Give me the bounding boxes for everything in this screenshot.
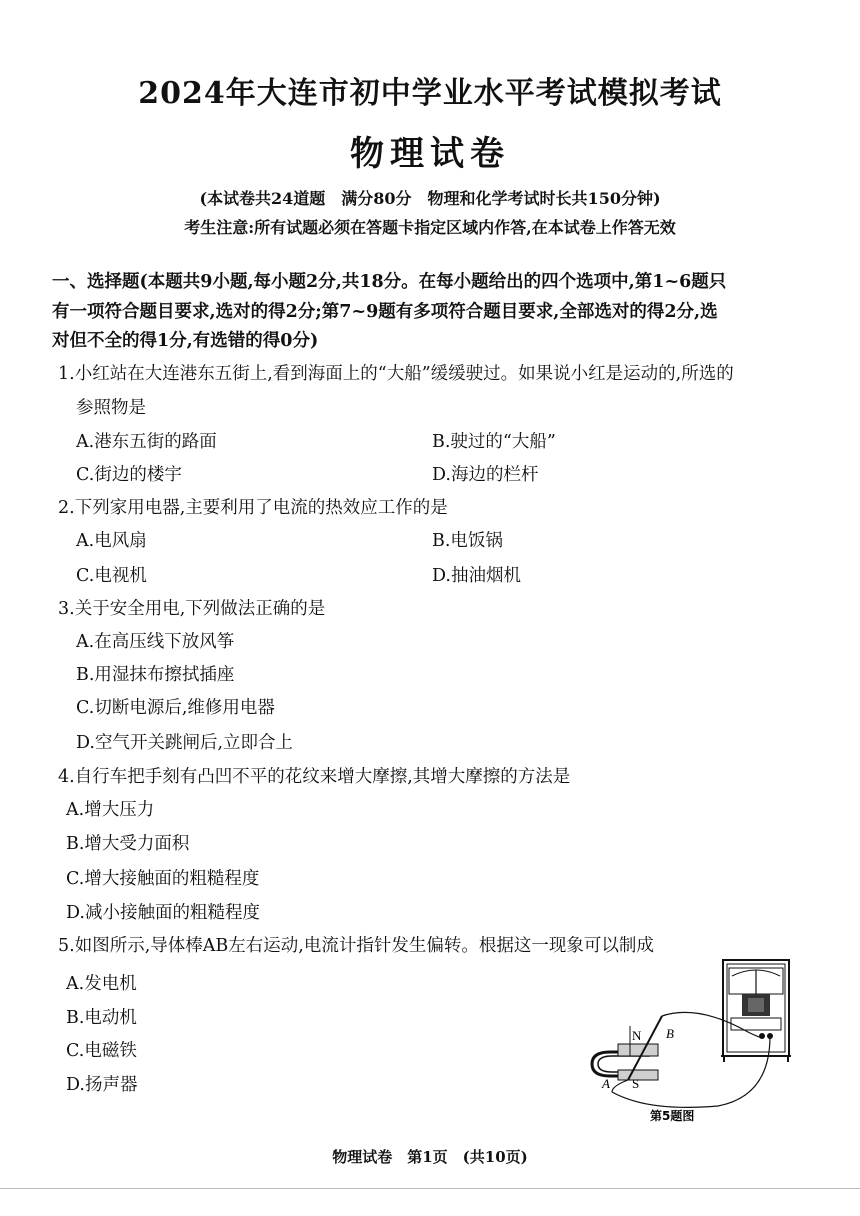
- question-3-option-a: A.在高压线下放风筝: [76, 632, 235, 652]
- question-1-option-b: B.驶过的“大船”: [432, 432, 556, 452]
- question-3-option-d: D.空气开关跳闸后,立即合上: [76, 733, 294, 753]
- question-2-option-d: D.抽油烟机: [432, 566, 521, 586]
- exam-title: 2024年大连市初中学业水平考试模拟考试: [138, 76, 722, 111]
- question-2-option-b: B.电饭锅: [432, 531, 503, 551]
- galvanometer-icon: [721, 960, 791, 1062]
- label-b: B: [666, 1026, 674, 1041]
- question-5-option-c: C.电磁铁: [66, 1041, 137, 1061]
- exam-notice: 考生注意:所有试题必须在答题卡指定区域内作答,在本试卷上作答无效: [184, 218, 676, 237]
- question-1-option-d: D.海边的栏杆: [432, 465, 539, 485]
- section1-instructions-line3: 对但不全的得1分,有选错的得0分): [52, 331, 319, 351]
- exam-subject-title: 物理试卷: [350, 134, 510, 174]
- figure-caption: 第5题图: [650, 1109, 695, 1123]
- question-2-stem: 2.下列家用电器,主要利用了电流的热效应工作的是: [58, 498, 448, 518]
- question-5-option-a: A.发电机: [66, 974, 137, 994]
- question-4-option-a: A.增大压力: [66, 800, 155, 820]
- question-1-option-a: A.港东五街的路面: [76, 432, 217, 452]
- question-4-stem: 4.自行车把手刻有凸凹不平的花纹来增大摩擦,其增大摩擦的方法是: [58, 767, 571, 787]
- question-3-option-c: C.切断电源后,维修用电器: [76, 698, 275, 718]
- section1-instructions-line1: 一、选择题(本题共9小题,每小题2分,共18分。在每小题给出的四个选项中,第1~6题只: [52, 272, 727, 292]
- question-5-option-b: B.电动机: [66, 1008, 137, 1028]
- question-4-option-b: B.增大受力面积: [66, 834, 190, 854]
- exam-info: (本试卷共24道题 满分80分 物理和化学考试时长共150分钟): [199, 189, 661, 208]
- question-5-stem: 5.如图所示,导体棒AB左右运动,电流计指针发生偏转。根据这一现象可以制成: [58, 936, 654, 956]
- question-5-figure: [588, 956, 800, 1128]
- magnet-icon: [592, 1044, 658, 1080]
- question-4-option-c: C.增大接触面的粗糙程度: [66, 869, 260, 889]
- question-1-option-c: C.街边的楼宇: [76, 465, 182, 485]
- question-3-option-b: B.用湿抹布擦拭插座: [76, 665, 235, 685]
- label-n: N: [632, 1028, 642, 1043]
- question-3-stem: 3.关于安全用电,下列做法正确的是: [58, 599, 326, 619]
- label-s: S: [632, 1076, 640, 1091]
- question-2-option-c: C.电视机: [76, 566, 147, 586]
- question-1-stem-continued: 参照物是: [76, 398, 146, 418]
- bottom-divider: [0, 1188, 860, 1189]
- question-1-stem: 1.小红站在大连港东五街上,看到海面上的“大船”缓缓驶过。如果说小红是运动的,所选的: [58, 364, 734, 384]
- section1-instructions-line2: 有一项符合题目要求,选对的得2分;第7~9题有多项符合题目要求,全部选对的得2分,选: [52, 302, 718, 322]
- question-5-option-d: D.扬声器: [66, 1075, 138, 1095]
- label-a: A: [602, 1076, 610, 1091]
- page-footer: 物理试卷 第1页 (共10页): [332, 1148, 528, 1166]
- question-4-option-d: D.减小接触面的粗糙程度: [66, 903, 260, 923]
- wire-top: [662, 1012, 762, 1037]
- question-2-option-a: A.电风扇: [76, 531, 147, 551]
